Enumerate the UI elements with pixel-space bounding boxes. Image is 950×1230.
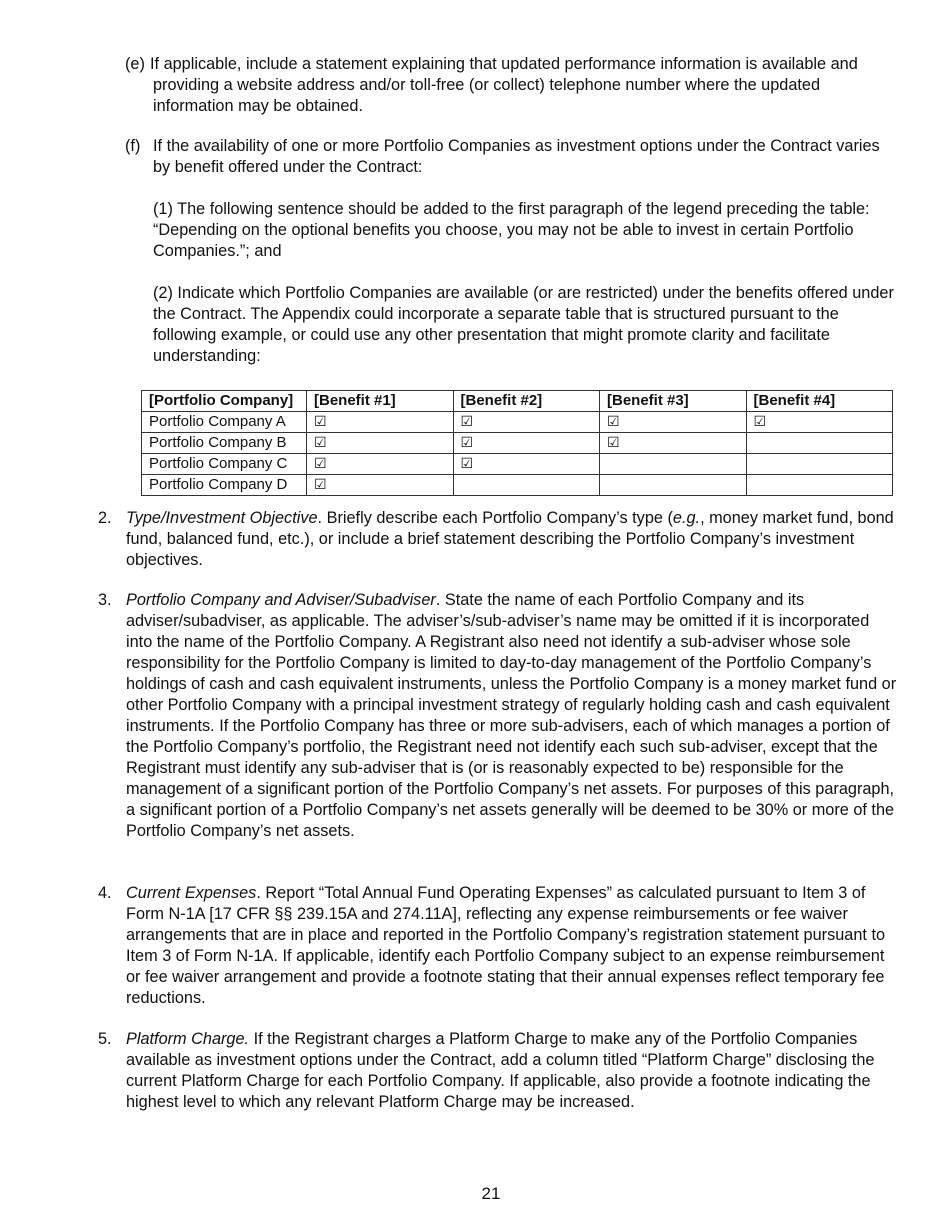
header-portfolio-company: [Portfolio Company] [142, 391, 307, 412]
item-2-title: Type/Investment Objective [126, 509, 318, 527]
benefit-2-cell [453, 475, 600, 496]
header-benefit-4: [Benefit #4] [746, 391, 893, 412]
page-number: 21 [481, 1184, 501, 1203]
header-benefit-3: [Benefit #3] [600, 391, 747, 412]
item-f [125, 136, 895, 178]
checked-box-icon: ☑ [460, 455, 474, 471]
item-e [125, 54, 895, 117]
benefit-4-cell [746, 475, 893, 496]
item-3-label: 3. [98, 591, 112, 609]
checked-box-icon: ☑ [460, 413, 474, 429]
benefit-4-cell [746, 433, 893, 454]
benefit-4-cell [746, 454, 893, 475]
benefit-availability-table [141, 390, 893, 496]
portfolio-company-name: Portfolio Company C [142, 454, 307, 475]
checked-box-icon: ☑ [753, 413, 767, 429]
checked-box-icon: ☑ [314, 434, 327, 450]
checked-box-icon: ☑ [607, 434, 620, 450]
item-5-label: 5. [98, 1030, 112, 1048]
item-4-title: Current Expenses [126, 884, 257, 902]
benefit-3-cell [600, 454, 747, 475]
item-e-text: If applicable, include a statement explaining that updated performance information is available and providing a website address and/or toll-free (or collect) telephone number where the updated information may be obtained. [150, 55, 858, 115]
item-2-label: 2. [98, 509, 112, 527]
benefit-1-cell [307, 475, 454, 496]
benefit-1-cell [307, 433, 454, 454]
header-benefit-2: [Benefit #2] [453, 391, 600, 412]
benefit-1-cell [307, 412, 454, 433]
benefit-2-cell [453, 454, 600, 475]
benefit-3-cell [600, 412, 747, 433]
item-3-title: Portfolio Company and Adviser/Subadviser [126, 591, 436, 609]
item-2 [98, 508, 898, 571]
checked-box-icon: ☑ [460, 434, 474, 450]
portfolio-company-name: Portfolio Company A [142, 412, 307, 433]
item-5-title: Platform Charge. [126, 1030, 250, 1048]
item-4 [98, 883, 898, 1009]
item-3 [98, 590, 898, 842]
item-f-text: If the availability of one or more Portfolio Companies as investment options under the Contract varies by benefit offered under the Contract: [153, 137, 880, 176]
item-5-text: Platform Charge. If the Registrant charges a Platform Charge to make any of the Portfolio Companies available as investment options under the Contract, add a column titled “Platform Charge” disclosing the current Platform Charge for each Portfolio Company. If applicable, also provide a footnote indicating the highest level to which any relevant Platform Charge may be increased. [126, 1030, 875, 1111]
benefit-2-cell [453, 433, 600, 454]
table-header-row [142, 391, 893, 412]
benefit-1-cell [307, 454, 454, 475]
item-3-text: Portfolio Company and Adviser/Subadviser. State the name of each Portfolio Company and its adviser/subadviser, as applicable. The adviser’s/sub-adviser’s name may be omitted if it is incorporated into the name of the Portfolio Company. A Registrant also need not identify a sub-adviser whose sole responsibility for the Portfolio Company is limited to day-to-day management of the Portfolio Company’s holdings of cash and cash equivalent instruments, unless the Portfolio Company is a money market fund or other Portfolio Company with a principal investment strategy of regularly holding cash and cash equivalent instruments. If the Portfolio Company has three or more sub-advisers, each of which manages a portion of the Portfolio Company’s portfolio, the Registrant need not identify each such sub-adviser, except that the Registrant must identify any sub-adviser that is (or is reasonably expected to be) responsible for the management of a significant portion of the Portfolio Company’s net assets. For purposes of this paragraph, a significant portion of a Portfolio Company’s net assets generally will be deemed to be 30% or more of the Portfolio Company’s net assets. [126, 591, 897, 840]
table-row [142, 433, 893, 454]
table-row [142, 454, 893, 475]
header-benefit-1: [Benefit #1] [307, 391, 454, 412]
portfolio-company-name: Portfolio Company D [142, 475, 307, 496]
table-row [142, 475, 893, 496]
benefit-4-cell [746, 412, 893, 433]
table-row [142, 412, 893, 433]
item-f-sub1: (1) The following sentence should be added to the first paragraph of the legend preceding the table: “Depending on the optional benefits you choose, you may not be able to invest in certain Portfolio Companies.”; and [153, 200, 870, 260]
checked-box-icon: ☑ [314, 413, 327, 429]
checked-box-icon: ☑ [607, 413, 620, 429]
item-f-sub2: (2) Indicate which Portfolio Companies are available (or are restricted) under the benefits offered under the Contract. The Appendix could incorporate a separate table that is structured pursuant to the following example, or could use any other presentation that might promote clarity and facilitate understanding: [153, 284, 894, 365]
checked-box-icon: ☑ [314, 476, 327, 492]
item-4-label: 4. [98, 884, 112, 902]
portfolio-company-name: Portfolio Company B [142, 433, 307, 454]
checked-box-icon: ☑ [314, 455, 327, 471]
benefit-3-cell [600, 475, 747, 496]
item-2-text: Type/Investment Objective. Briefly describe each Portfolio Company’s type (e.g., money market fund, bond fund, balanced fund, etc.), or include a brief statement describing the Portfolio Company’s investment objectives. [126, 509, 894, 569]
benefit-2-cell [453, 412, 600, 433]
item-5 [98, 1029, 898, 1113]
item-4-text: Current Expenses. Report “Total Annual Fund Operating Expenses” as calculated pursuant to Item 3 of Form N-1A [17 CFR §§ 239.15A and 274.11A], reflecting any expense reimbursements or fee waiver arrangements that are in place and reported in the Portfolio Company’s registration statement pursuant to Item 3 of Form N-1A. If applicable, identify each Portfolio Company subject to an expense reimbursement or fee waiver arrangement and provide a footnote stating that their annual expenses reflect temporary fee reductions. [126, 884, 886, 1007]
item-e-label: (e) [125, 55, 145, 73]
item-f-label: (f) [125, 137, 141, 155]
benefit-3-cell [600, 433, 747, 454]
